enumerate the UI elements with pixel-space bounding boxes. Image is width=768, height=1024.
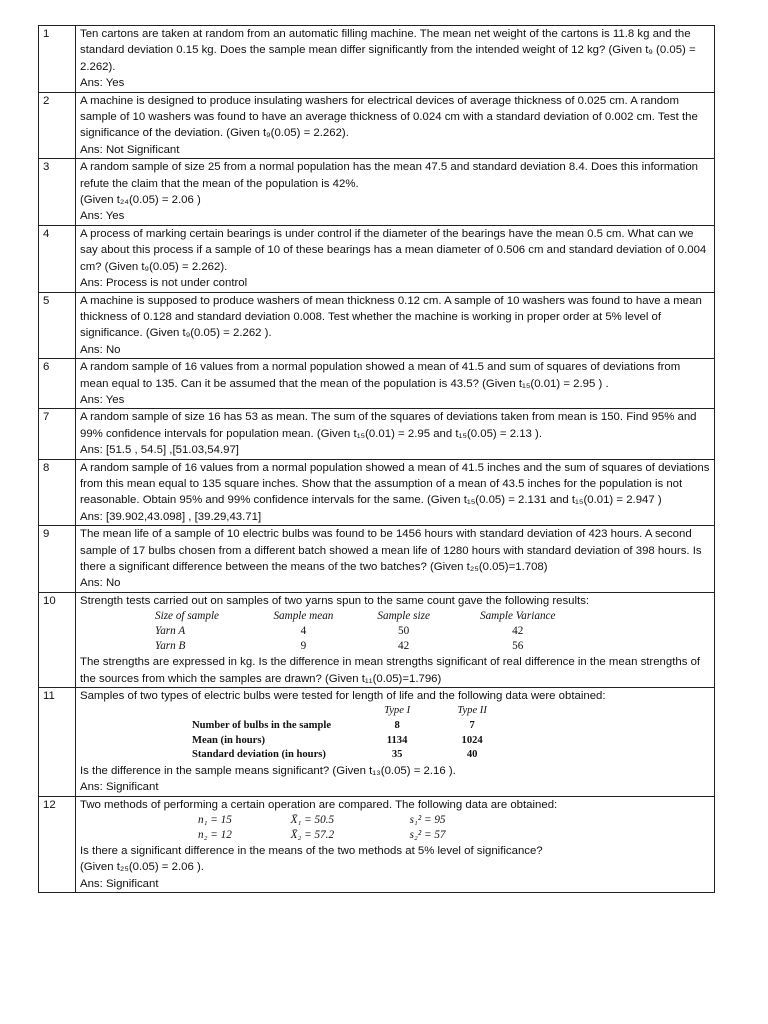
bulbs-data-table <box>192 704 512 762</box>
yarn-value: 42 <box>398 640 410 653</box>
question-given: (Given t₂₅(0.05) = 2.06 ). <box>80 861 204 874</box>
bulbs-header-cell: Type I <box>384 705 411 717</box>
bulbs-value: 1024 <box>461 734 483 746</box>
question-text: A random sample of size 16 has 53 as mean. The sum of the squares of deviations taken from mean is 150. Find 95% and 99% confidence intervals for population mean. (Given t₁₅(0.01) = 2.95 and t₁₅(0.05) = 2.13 ). <box>80 411 697 440</box>
question-number: 11 <box>39 688 76 797</box>
methods-value: n₂ = 12 <box>198 829 232 842</box>
bulbs-header-row <box>192 704 512 719</box>
yarn-header-cell: Size of sample <box>155 610 220 623</box>
answer-text: Ans: Significant <box>80 877 159 890</box>
question-number: 10 <box>39 592 76 687</box>
table-row <box>39 409 715 459</box>
question-cell <box>76 592 715 687</box>
question-text: Is there a significant difference in the means of the two methods at 5% level of significance? <box>80 845 543 858</box>
question-text: A process of marking certain bearings is under control if the diameter of the bearings have the mean 0.5 cm. What can we say about this process if a sample of 10 of these bearings has a mean diameter of 0.506 cm and standard deviation of 0.004 cm? (Given t₉(0.05) = 2.262). <box>80 227 707 273</box>
bulbs-header-blank <box>192 704 362 719</box>
answer-text: Ans: [51.5 , 54.5] ,[51.03,54.97] <box>80 444 239 457</box>
table-row <box>39 92 715 159</box>
question-intro: Two methods of performing a certain operation are compared. The following data are obtained: <box>80 798 558 811</box>
question-text: The mean life of a sample of 10 electric bulbs was found to be 1456 hours with standard deviation of 423 hours. A second sample of 17 bulbs chosen from a different batch showed a mean life of 1280 hours with standard deviation of 398 hours. Is there a significant difference between the means of the two batches? (Given t₂₅(0.05)=1.708) <box>80 528 702 573</box>
table-row <box>39 459 715 526</box>
question-text: Ten cartons are taken at random from an automatic filling machine. The mean net weight of the cartons is 11.8 kg and the standard deviation 0.15 kg. Does the sample mean differ significantly from the intended weight of 12 kg? (Given t₉ (0.05) = 2.262). <box>80 28 696 73</box>
question-number: 7 <box>39 409 76 459</box>
bulbs-label: Mean (in hours) <box>192 734 265 746</box>
yarn-value: 56 <box>512 640 524 653</box>
table-row <box>39 592 715 687</box>
question-cell <box>76 359 715 409</box>
question-cell <box>76 526 715 593</box>
answer-text: Ans: [39.902,43.098] , [39.29,43.71] <box>80 510 262 523</box>
table-row <box>39 292 715 359</box>
question-number: 9 <box>39 526 76 593</box>
question-number: 8 <box>39 459 76 526</box>
bulbs-data-row <box>192 719 512 734</box>
question-text: Is the difference in the sample means significant? (Given t₁₃(0.05) = 2.16 ). <box>80 764 456 777</box>
question-given: (Given t₂₄(0.05) = 2.06 ) <box>80 194 201 207</box>
table-row <box>39 526 715 593</box>
table-row <box>39 159 715 226</box>
bulbs-value: 1134 <box>386 734 408 746</box>
question-number: 1 <box>39 26 76 93</box>
yarn-value: 50 <box>398 625 410 638</box>
yarn-header-cell: Sample size <box>377 610 430 623</box>
question-cell <box>76 409 715 459</box>
question-number: 6 <box>39 359 76 409</box>
question-number: 3 <box>39 159 76 226</box>
bulbs-value: 40 <box>466 749 478 761</box>
bulbs-label: Number of bulbs in the sample <box>192 720 332 732</box>
yarn-label: Yarn B <box>155 640 186 653</box>
question-text: A random sample of 16 values from a normal population showed a mean of 41.5 and sum of squares of deviations from mean equal to 135. Can it be assumed that the mean of the population is 43.5? (Given t₁₅(0.01) = 2.95 ) . <box>80 361 681 390</box>
questions-table <box>38 25 715 893</box>
methods-value: X̄₁ = 50.5 <box>290 814 335 827</box>
answer-text: Ans: Process is not under control <box>80 277 248 290</box>
yarn-data-row <box>155 639 585 654</box>
bulbs-label: Standard deviation (in hours) <box>192 749 326 761</box>
methods-value: s₁² = 95 <box>409 814 446 827</box>
yarn-header-cell: Sample mean <box>273 610 334 623</box>
methods-value: X̄₂ = 57.2 <box>290 829 335 842</box>
question-cell <box>76 688 715 797</box>
yarn-data-row <box>155 624 585 639</box>
bulbs-header-cell: Type II <box>457 705 487 717</box>
answer-text: Ans: No <box>80 577 121 590</box>
methods-data-table <box>198 813 508 843</box>
table-row <box>39 225 715 292</box>
question-number: 5 <box>39 292 76 359</box>
answer-text: Ans: Yes <box>80 77 125 90</box>
bulbs-value: 35 <box>391 749 403 761</box>
table-row <box>39 26 715 93</box>
table-row <box>39 359 715 409</box>
question-cell <box>76 459 715 526</box>
question-text: A random sample of 16 values from a normal population showed a mean of 41.5 inches and the sum of squares of deviations from this mean equal to 135 square inches. Show that the assumption of a mean of 43.5 inches for the population is not reasonable. Obtain 95% and 99% confidence intervals for the same. (Given t₁₅(0.05) = 2.131 and t₁₅(0.01) = 2.947 ) <box>80 461 710 507</box>
yarn-data-table <box>155 609 585 654</box>
answer-text: Ans: Significant <box>80 781 159 794</box>
yarn-value: 9 <box>300 640 307 653</box>
question-cell <box>76 796 715 893</box>
methods-value: s₂² = 57 <box>409 829 446 842</box>
bulbs-data-row <box>192 748 512 763</box>
question-cell <box>76 225 715 292</box>
yarn-value: 42 <box>512 625 524 638</box>
bulbs-value: 7 <box>469 720 475 732</box>
question-intro: Strength tests carried out on samples of two yarns spun to the same count gave the following results: <box>80 594 590 607</box>
question-number: 12 <box>39 796 76 893</box>
question-cell <box>76 292 715 359</box>
question-text: A random sample of size 25 from a normal population has the mean 47.5 and standard deviation 8.4. Does this information refute the claim that the mean of the population is 42%. <box>80 161 698 190</box>
table-row <box>39 688 715 797</box>
yarn-label: Yarn A <box>155 625 186 638</box>
question-number: 2 <box>39 92 76 159</box>
answer-text: Ans: No <box>80 343 121 356</box>
question-text: A machine is designed to produce insulating washers for electrical devices of average thickness of 0.025 cm. A random sample of 10 washers was found to have an average thickness of 0.024 cm with a standard deviation of 0.002 cm. Test the significance of the deviation. (Given t₉(0.05) = 2.262). <box>80 94 698 140</box>
methods-data-row <box>198 813 508 828</box>
question-intro: Samples of two types of electric bulbs were tested for length of life and the following data were obtained: <box>80 690 606 703</box>
methods-value: n₁ = 15 <box>198 814 232 827</box>
bulbs-value: 8 <box>394 720 400 732</box>
question-cell <box>76 92 715 159</box>
question-text: A machine is supposed to produce washers of mean thickness 0.12 cm. A sample of 10 washers was found to have a mean thickness of 0.128 and standard deviation 0.008. Test whether the machine is working in proper order at 5% level of significance. (Given t₉(0.05) = 2.262 ). <box>80 294 702 340</box>
question-number: 4 <box>39 225 76 292</box>
table-row <box>39 796 715 893</box>
yarn-header-row <box>155 609 585 624</box>
answer-text: Ans: Yes <box>80 210 125 223</box>
bulbs-data-row <box>192 734 512 749</box>
methods-data-row <box>198 828 508 843</box>
question-cell <box>76 26 715 93</box>
question-text: The strengths are expressed in kg. Is the difference in mean strengths significant of real difference in the mean strengths of the sources from which the samples are drawn? (Given t₁₁(0.05)=1.796) <box>80 656 701 685</box>
yarn-value: 4 <box>300 625 307 638</box>
answer-text: Ans: Yes <box>80 393 125 406</box>
answer-text: Ans: Not Significant <box>80 143 180 156</box>
question-cell <box>76 159 715 226</box>
yarn-header-cell: Sample Variance <box>479 610 556 623</box>
